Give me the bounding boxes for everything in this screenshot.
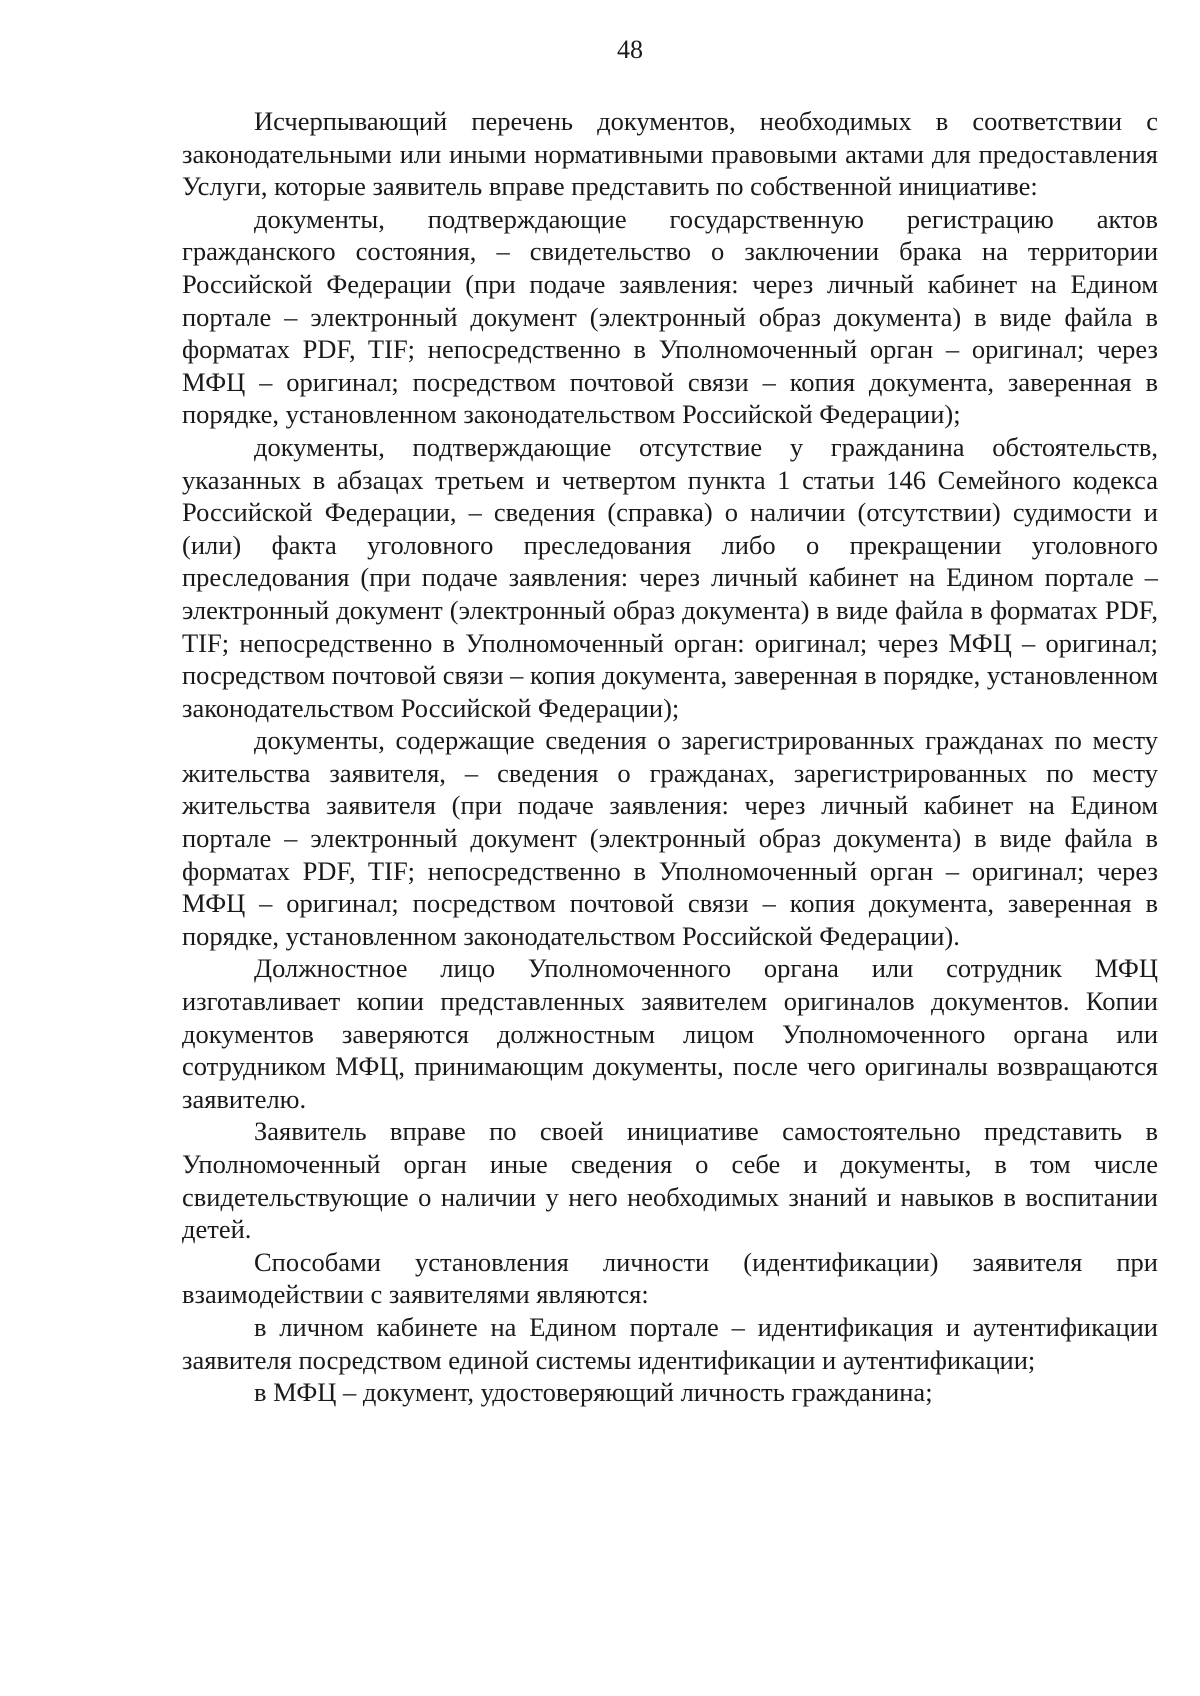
paragraph-documents-list-intro: Исчерпывающий перечень документов, необходимых в соответствии с законодательными или иными нормативными правовыми актами для предоставления Услуги, которые заявитель вправе представить по собственной инициативе: <box>182 106 1158 202</box>
paragraph-criminal-record-documents: документы, подтверждающие отсутствие у гражданина обстоятельств, указанных в абзацах третьем и четвертом пункта 1 статьи 146 Семейного кодекса Российской Федерации, – сведения (справка) о наличии (отсутствии) судимости и (или) факта уголовного преследования либо о прекращении уголовного преследования (при подаче заявления: через личный кабинет на Едином портале – электронный документ (электронный образ документа) в виде файла в форматах PDF, TIF; непосредственно в Уполномоченный орган: оригинал; через МФЦ – оригинал; посредством почтовой связи – копия документа, заверенная в порядке, установленном законодательством Российской Федерации); <box>182 431 1158 723</box>
paragraph-civil-status-documents: документы, подтверждающие государственную регистрацию актов гражданского состояния, – свидетельство о заключении брака на территории Российской Федерации (при подаче заявления: через личный кабинет на Едином портале – электронный документ (электронный образ документа) в виде файла в форматах PDF, TIF; непосредственно в Уполномоченный орган – оригинал; через МФЦ – оригинал; посредством почтовой связи – копия документа, заверенная в порядке, установленном законодательством Российской Федерации); <box>182 203 1158 430</box>
page-number: 48 <box>617 35 643 64</box>
paragraph-copies-certification: Должностное лицо Уполномоченного органа или сотрудник МФЦ изготавливает копии представленных заявителем оригиналов документов. Копии документов заверяются должностным лицом Уполномоченного органа или сотрудником МФЦ, принимающим документы, после чего оригиналы возвращаются заявителю. <box>182 953 1158 1114</box>
paragraph-identification-mfc: в МФЦ – документ, удостоверяющий личность гражданина; <box>254 1377 933 1408</box>
paragraph-applicant-initiative: Заявитель вправе по своей инициативе самостоятельно представить в Уполномоченный орган иные сведения о себе и документы, в том числе свидетельствующие о наличии у него необходимых знаний и навыков в воспитании детей. <box>182 1116 1158 1245</box>
paragraph-identification-methods: Способами установления личности (идентификации) заявителя при взаимодействии с заявителями являются: <box>182 1246 1158 1310</box>
page-body <box>182 105 1158 1409</box>
paragraph-registered-citizens-documents: документы, содержащие сведения о зарегистрированных гражданах по месту жительства заявителя, – сведения о гражданах, зарегистрированных по месту жительства заявителя (при подаче заявления: через личный кабинет на Едином портале – электронный документ (электронный образ документа) в виде файла в форматах PDF, TIF; непосредственно в Уполномоченный орган – оригинал; через МФЦ – оригинал; посредством почтовой связи – копия документа, заверенная в порядке, установленном законодательством Российской Федерации). <box>182 725 1158 951</box>
paragraph-identification-portal: в личном кабинете на Едином портале – идентификация и аутентификации заявителя посредством единой системы идентификации и аутентификации; <box>182 1311 1158 1375</box>
